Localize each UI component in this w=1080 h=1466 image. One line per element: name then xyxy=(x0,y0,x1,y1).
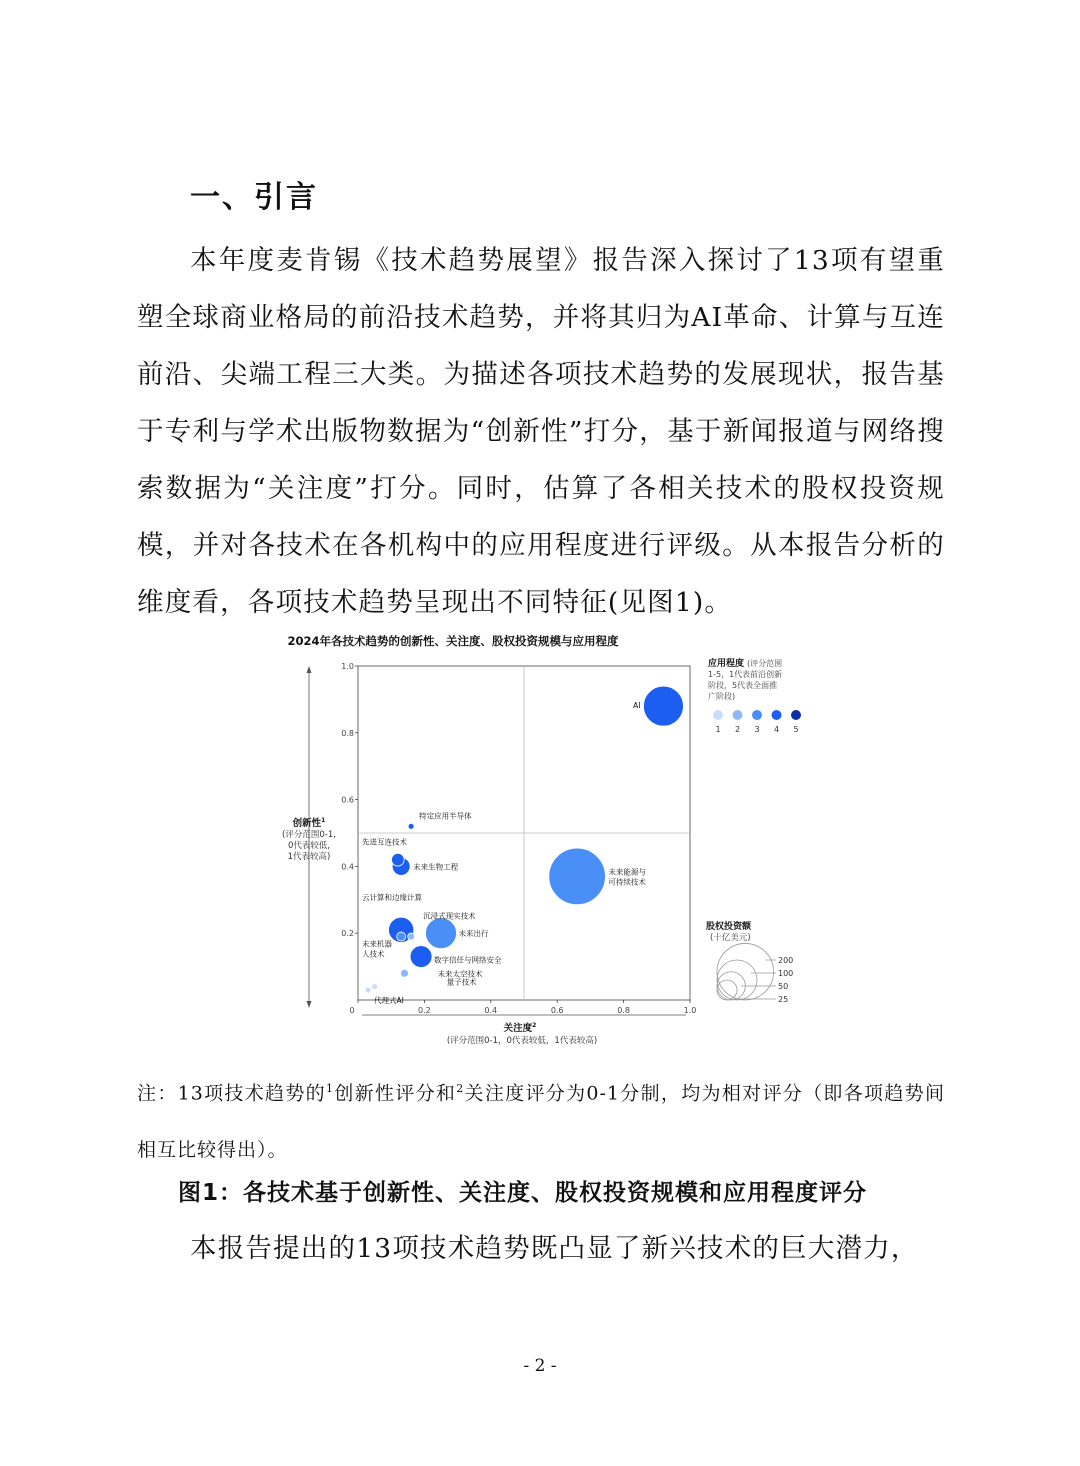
bubble-label: 代理式AI xyxy=(373,995,404,1005)
x-tick-label: 1.0 xyxy=(683,1006,697,1015)
y-tick-label: 1.0 xyxy=(341,662,354,671)
adoption-legend-desc-3: 广阶段) xyxy=(708,692,736,701)
bubble-point xyxy=(365,987,371,993)
note-part-2: 关注度评分为0-1分制，均为相对评分（即各项趋势间相互比较得出）。 xyxy=(137,1082,945,1162)
adoption-legend-level: 3 xyxy=(754,725,760,734)
y-axis-arrow-bottom xyxy=(307,1001,312,1008)
intro-paragraph: 本年度麦肯锡《技术趋势展望》报告深入探讨了13项有望重塑全球商业格局的前沿技术趋势，并将其归为AI革命、计算与互连前沿、尖端工程三大类。为描述各项技术趋势的发展现状，报告基于专利与学术出版物数据为“创新性”打分，基于新闻报道与网络搜索数据为“关注度”打分。同时，估算了各相关技术的股权投资规模，并对各技术在各机构中的应用程度进行评级。从本报告分析的维度看，各项技术趋势呈现出不同特征(见图1)。 xyxy=(137,245,945,618)
adoption-legend-desc-1: 1-5，1代表前沿创新 xyxy=(708,670,783,679)
x-tick-label: 0.6 xyxy=(550,1006,564,1015)
adoption-legend-title: 应用程度 (评分范围 xyxy=(708,659,783,669)
x-tick-label: 0.8 xyxy=(617,1006,630,1015)
bubble-point xyxy=(400,969,408,977)
bubble-point xyxy=(643,686,683,726)
x-axis-title: 关注度$^2$ xyxy=(503,1022,537,1034)
adoption-legend-dot xyxy=(713,710,723,720)
bubble-label: 未来机器人技术 xyxy=(362,939,392,959)
y-axis-desc-1: (评分范围0-1, xyxy=(282,830,336,840)
y-tick-label: 0.4 xyxy=(341,862,354,872)
adoption-legend-dot xyxy=(752,710,762,720)
bubble-point xyxy=(397,932,406,941)
note-sup-2: 2 xyxy=(456,1082,465,1095)
bubble-chart xyxy=(0,628,1080,1058)
bubble-label: 未来出行 xyxy=(458,929,489,939)
y-axis-arrow-top xyxy=(307,666,312,673)
chart-note xyxy=(137,1060,945,1179)
bubble-point xyxy=(408,933,415,940)
bubble-label: 云计算和边缘计算 xyxy=(362,892,422,902)
investment-legend-unit: (十亿美元) xyxy=(710,933,751,943)
x-axis-subtitle: (评分范围0-1，0代表较低，1代表较高) xyxy=(446,1036,598,1046)
investment-legend-circle xyxy=(717,960,757,1000)
investment-legend-label: 200 xyxy=(778,956,794,965)
bubble-label: 先进互连技术 xyxy=(362,837,407,847)
note-prefix: 注：13项技术趋势的 xyxy=(137,1082,326,1105)
section-heading: 一、引言 xyxy=(190,180,318,215)
page-number: - 2 - xyxy=(523,1356,557,1376)
bubble-label: 数字信任与网络安全 xyxy=(434,955,502,965)
adoption-legend-dot xyxy=(733,710,743,720)
bubble-label: 量子技术 xyxy=(446,977,477,987)
investment-legend-label: 25 xyxy=(778,995,789,1004)
bubble-label: 未来太空技术 xyxy=(437,969,483,979)
adoption-legend-level: 1 xyxy=(715,725,721,734)
bubble-label: 特定应用半导体 xyxy=(419,811,472,821)
adoption-legend-level: 5 xyxy=(793,725,799,734)
bubble-label: 未来生物工程 xyxy=(413,862,459,872)
y-axis-desc-2: 0代表较低, xyxy=(287,841,331,851)
y-tick-label: 0.8 xyxy=(341,728,354,738)
y-tick-label: 0.2 xyxy=(341,929,354,939)
x-tick-label: 0 xyxy=(349,1006,355,1015)
figure-caption: 图1：各技术基于创新性、关注度、股权投资规模和应用程度评分 xyxy=(178,1180,868,1206)
x-tick-label: 0.2 xyxy=(418,1006,431,1015)
adoption-legend-level: 2 xyxy=(734,725,741,734)
x-tick-label: 0.4 xyxy=(484,1006,498,1015)
body-paragraph-2: 本报告提出的13项技术趋势既凸显了新兴技术的巨大潜力， xyxy=(190,1233,919,1264)
adoption-legend-desc-2: 阶段，5代表全面推 xyxy=(708,681,778,690)
bubble-point xyxy=(392,853,405,866)
bubble-label: 未来能源与可持续技术 xyxy=(608,867,646,887)
adoption-legend-dot xyxy=(791,710,801,720)
note-sup-1: 1 xyxy=(326,1082,334,1095)
investment-legend-circle xyxy=(717,943,774,1000)
bubble-point xyxy=(372,984,378,990)
y-axis-title: 创新性$^1$ xyxy=(292,817,326,829)
adoption-legend-dot xyxy=(772,710,782,720)
y-axis-desc-3: 1代表较高) xyxy=(287,852,331,862)
bubble-label: 沉浸式现实技术 xyxy=(423,911,476,921)
investment-legend-label: 100 xyxy=(778,969,794,978)
bubble-point xyxy=(408,823,414,829)
note-part-1: 创新性评分和 xyxy=(334,1082,457,1105)
bubble-point xyxy=(426,918,457,949)
y-tick-label: 0.6 xyxy=(341,795,354,805)
bubble-point xyxy=(410,946,432,968)
adoption-legend-level: 4 xyxy=(773,725,780,734)
investment-legend-label: 50 xyxy=(778,982,789,991)
chart-title: 2024年各技术趋势的创新性、关注度、股权投资规模与应用程度 xyxy=(287,634,619,648)
investment-legend-title: 股权投资额 xyxy=(706,922,752,932)
bubble-label: AI xyxy=(633,701,641,711)
bubble-point xyxy=(549,848,606,905)
